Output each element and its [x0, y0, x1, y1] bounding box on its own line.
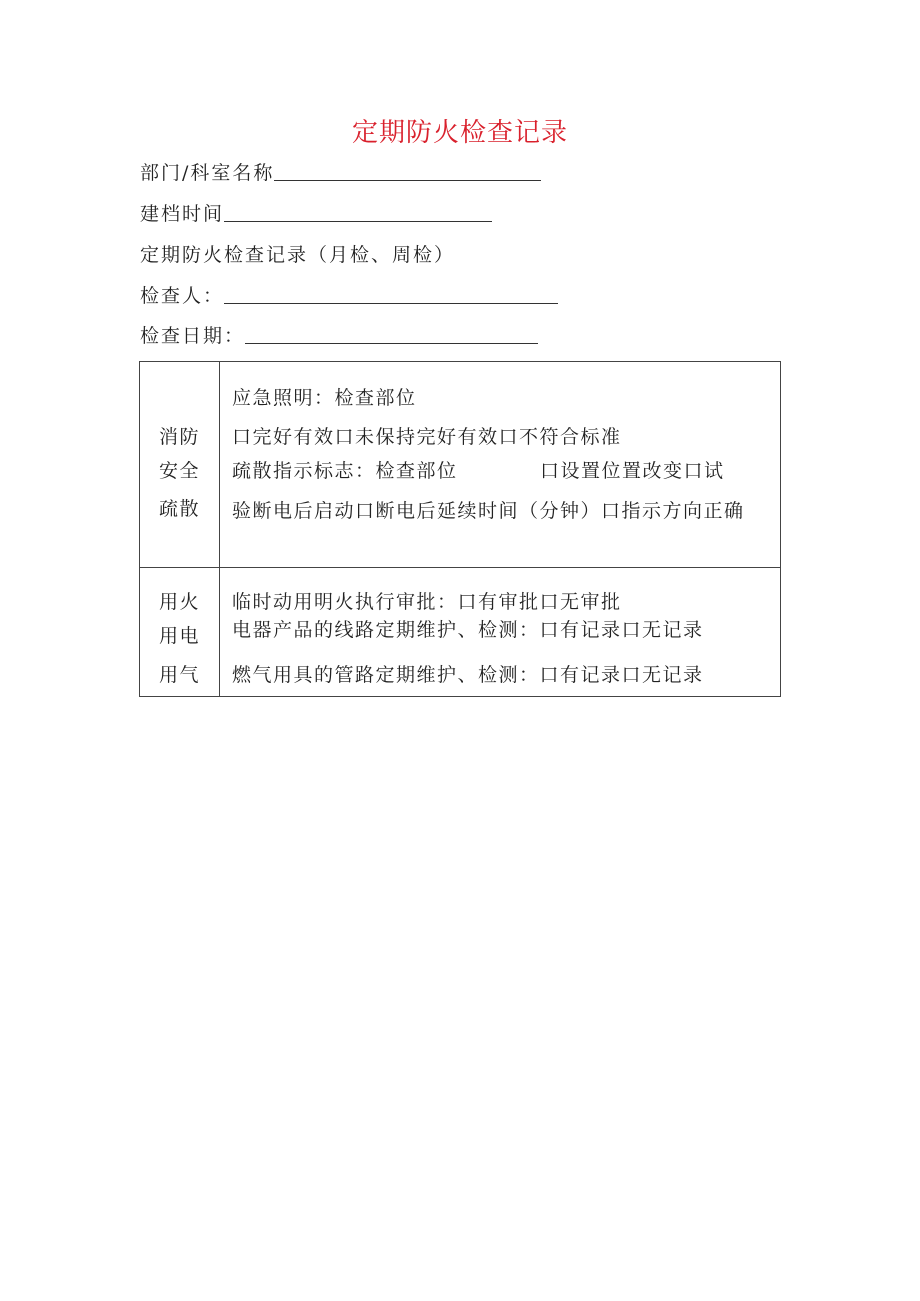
open-flame-approval-line: 临时动用明火执行审批：口有审批口无审批	[232, 591, 622, 613]
electrical-maintenance-line: 电器产品的线路定期维护、检测：口有记录口无记录	[232, 619, 704, 641]
lighting-status-options: 口完好有效口未保持完好有效口不符合标准	[232, 426, 622, 448]
inspection-date-label: 检查日期：	[140, 325, 246, 347]
section-label-fire-safety	[140, 362, 220, 568]
table-row-fire-electricity-gas	[140, 568, 781, 697]
document-title: 定期防火检查记录	[351, 118, 568, 148]
emergency-lighting-line: 应急照明：检查部位	[232, 387, 417, 409]
inspection-table	[139, 361, 781, 697]
inspection-type-field	[140, 242, 455, 268]
gas-maintenance-line: 燃气用具的管路定期维护、检测：口有记录口无记录	[232, 664, 704, 686]
section-label-line: 安全	[158, 460, 200, 482]
department-blank[interactable]	[274, 160, 541, 181]
department-label: 部门/科室名称	[140, 162, 275, 184]
sign-position-options: 口设置位置改变口试	[540, 460, 725, 482]
power-off-test-options: 验断电后启动口断电后延续时间（分钟）口指示方向正确	[232, 500, 745, 522]
inspection-date-field	[140, 323, 538, 349]
evacuation-sign-line: 疏散指示标志：检查部位	[232, 460, 458, 482]
department-field	[140, 160, 541, 186]
inspection-date-blank[interactable]	[245, 323, 538, 344]
section-label-fire-electricity-gas	[140, 568, 220, 697]
section-label-line: 用火	[158, 591, 200, 613]
section-content-fire-safety	[220, 362, 781, 568]
inspector-label: 检查人：	[140, 285, 225, 307]
section-label-line: 疏散	[158, 498, 200, 520]
inspection-type-label: 定期防火检查记录（月检、周检）	[140, 244, 456, 266]
section-label-line: 用电	[158, 625, 200, 647]
inspector-field	[140, 283, 558, 309]
table-row-fire-safety-evacuation	[140, 362, 781, 568]
filing-time-blank[interactable]	[224, 201, 492, 222]
filing-time-field	[140, 201, 492, 227]
filing-time-label: 建档时间	[140, 203, 225, 225]
section-content-fire-electricity-gas	[220, 568, 781, 697]
inspector-blank[interactable]	[224, 283, 558, 304]
section-label-line: 消防	[158, 426, 200, 448]
section-label-line: 用气	[158, 664, 200, 686]
